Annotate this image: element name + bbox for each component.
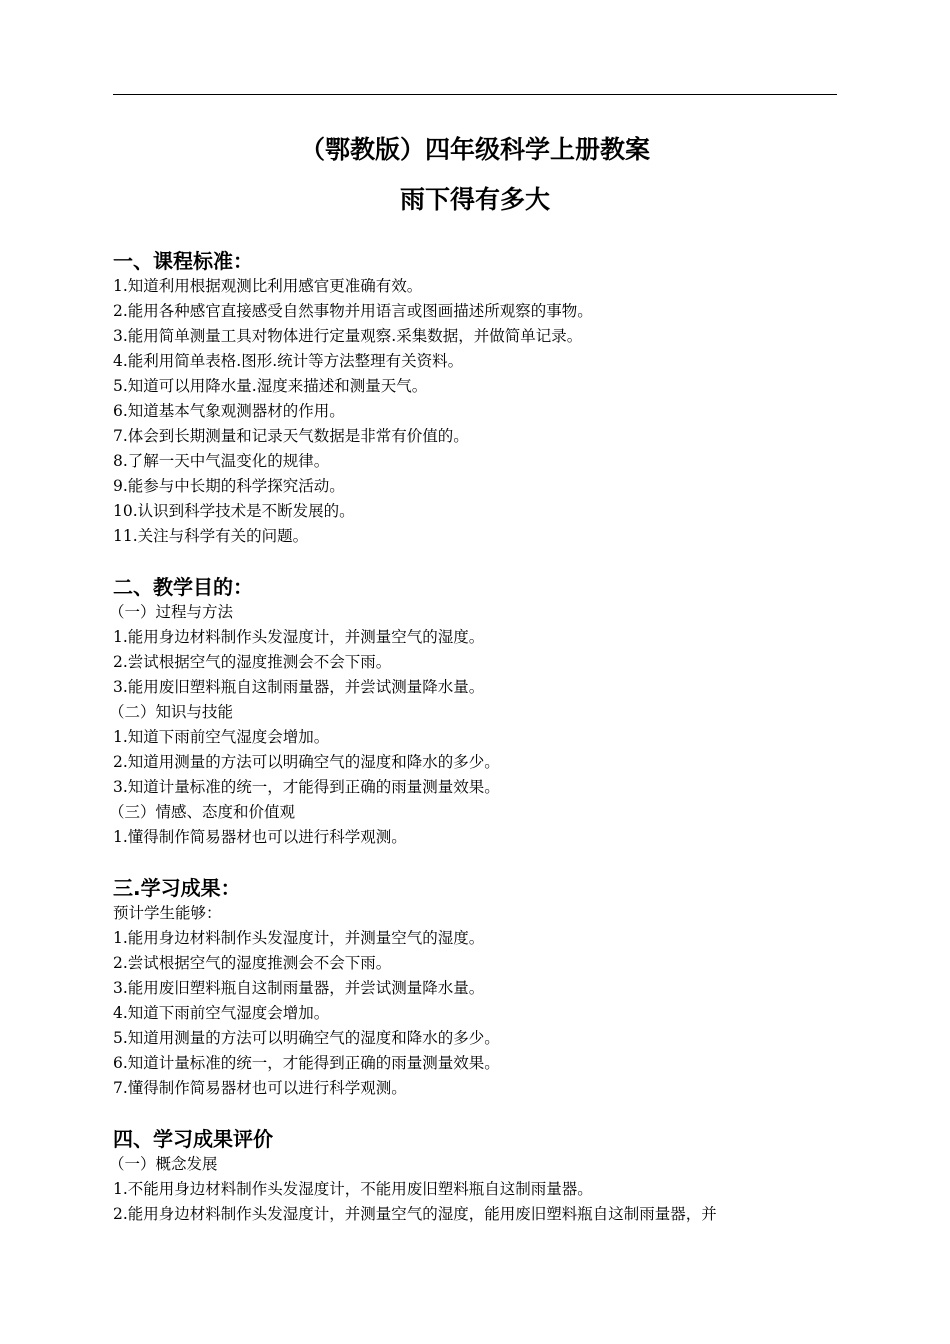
list-item: 7.懂得制作简易器材也可以进行科学观测。	[113, 1079, 407, 1097]
subsection-label: （一）概念发展	[109, 1155, 218, 1173]
list-item: 10.认识到科学技术是不断发展的。	[113, 502, 355, 520]
list-item: 11.关注与科学有关的问题。	[113, 527, 309, 545]
list-item: 1.能用身边材料制作头发湿度计，并测量空气的湿度。	[113, 929, 485, 947]
list-item: 1.懂得制作简易器材也可以进行科学观测。	[113, 828, 407, 846]
list-item: 3.能用废旧塑料瓶自这制雨量器，并尝试测量降水量。	[113, 678, 485, 696]
list-item: 1.能用身边材料制作头发湿度计，并测量空气的湿度。	[113, 628, 485, 646]
list-item: 8.了解一天中气温变化的规律。	[113, 452, 330, 470]
header-rule	[113, 94, 837, 95]
section-heading-standards: 一、课程标准：	[113, 249, 253, 273]
list-item: 2.尝试根据空气的湿度推测会不会下雨。	[113, 954, 392, 972]
list-item: 4.知道下雨前空气湿度会增加。	[113, 1004, 330, 1022]
list-item: 6.知道基本气象观测器材的作用。	[113, 402, 345, 420]
list-item: 1.知道下雨前空气湿度会增加。	[113, 728, 330, 746]
list-item: 2.能用身边材料制作头发湿度计，并测量空气的湿度，能用废旧塑料瓶自这制雨量器，并	[113, 1205, 717, 1223]
list-item: 2.尝试根据空气的湿度推测会不会下雨。	[113, 653, 392, 671]
document-subtitle: 雨下得有多大	[399, 185, 550, 214]
list-item: 3.知道计量标准的统一，才能得到正确的雨量测量效果。	[113, 778, 500, 796]
list-item: 7.体会到长期测量和记录天气数据是非常有价值的。	[113, 427, 469, 445]
list-item: 1.不能用身边材料制作头发湿度计，不能用废旧塑料瓶自这制雨量器。	[113, 1180, 593, 1198]
document-body	[109, 248, 843, 1227]
list-item: 6.知道计量标准的统一，才能得到正确的雨量测量效果。	[113, 1054, 500, 1072]
subsection-label: （二）知识与技能	[109, 703, 234, 721]
list-item: 3.能用简单测量工具对物体进行定量观察.采集数据，并做简单记录。	[113, 327, 583, 345]
section-heading-evaluation: 四、学习成果评价	[113, 1127, 273, 1151]
list-item: 4.能利用简单表格.图形.统计等方法整理有关资料。	[113, 352, 464, 370]
document-title: （鄂教版）四年级科学上册教案	[299, 135, 650, 164]
list-item: 2.能用各种感官直接感受自然事物并用语言或图画描述所观察的事物。	[113, 302, 593, 320]
intro-text: 预计学生能够：	[113, 904, 222, 922]
subsection-label: （一）过程与方法	[109, 603, 234, 621]
list-item: 1.知道利用根据观测比利用感官更准确有效。	[113, 277, 423, 295]
subsection-label: （三）情感、态度和价值观	[109, 803, 296, 821]
list-item: 5.知道可以用降水量.湿度来描述和测量天气。	[113, 377, 428, 395]
section-heading-objectives: 二、教学目的：	[113, 575, 253, 599]
list-item: 3.能用废旧塑料瓶自这制雨量器，并尝试测量降水量。	[113, 979, 485, 997]
list-item: 9.能参与中长期的科学探究活动。	[113, 477, 345, 495]
list-item: 5.知道用测量的方法可以明确空气的湿度和降水的多少。	[113, 1029, 500, 1047]
list-item: 2.知道用测量的方法可以明确空气的湿度和降水的多少。	[113, 753, 500, 771]
section-heading-outcomes: 三.学习成果：	[113, 876, 241, 900]
